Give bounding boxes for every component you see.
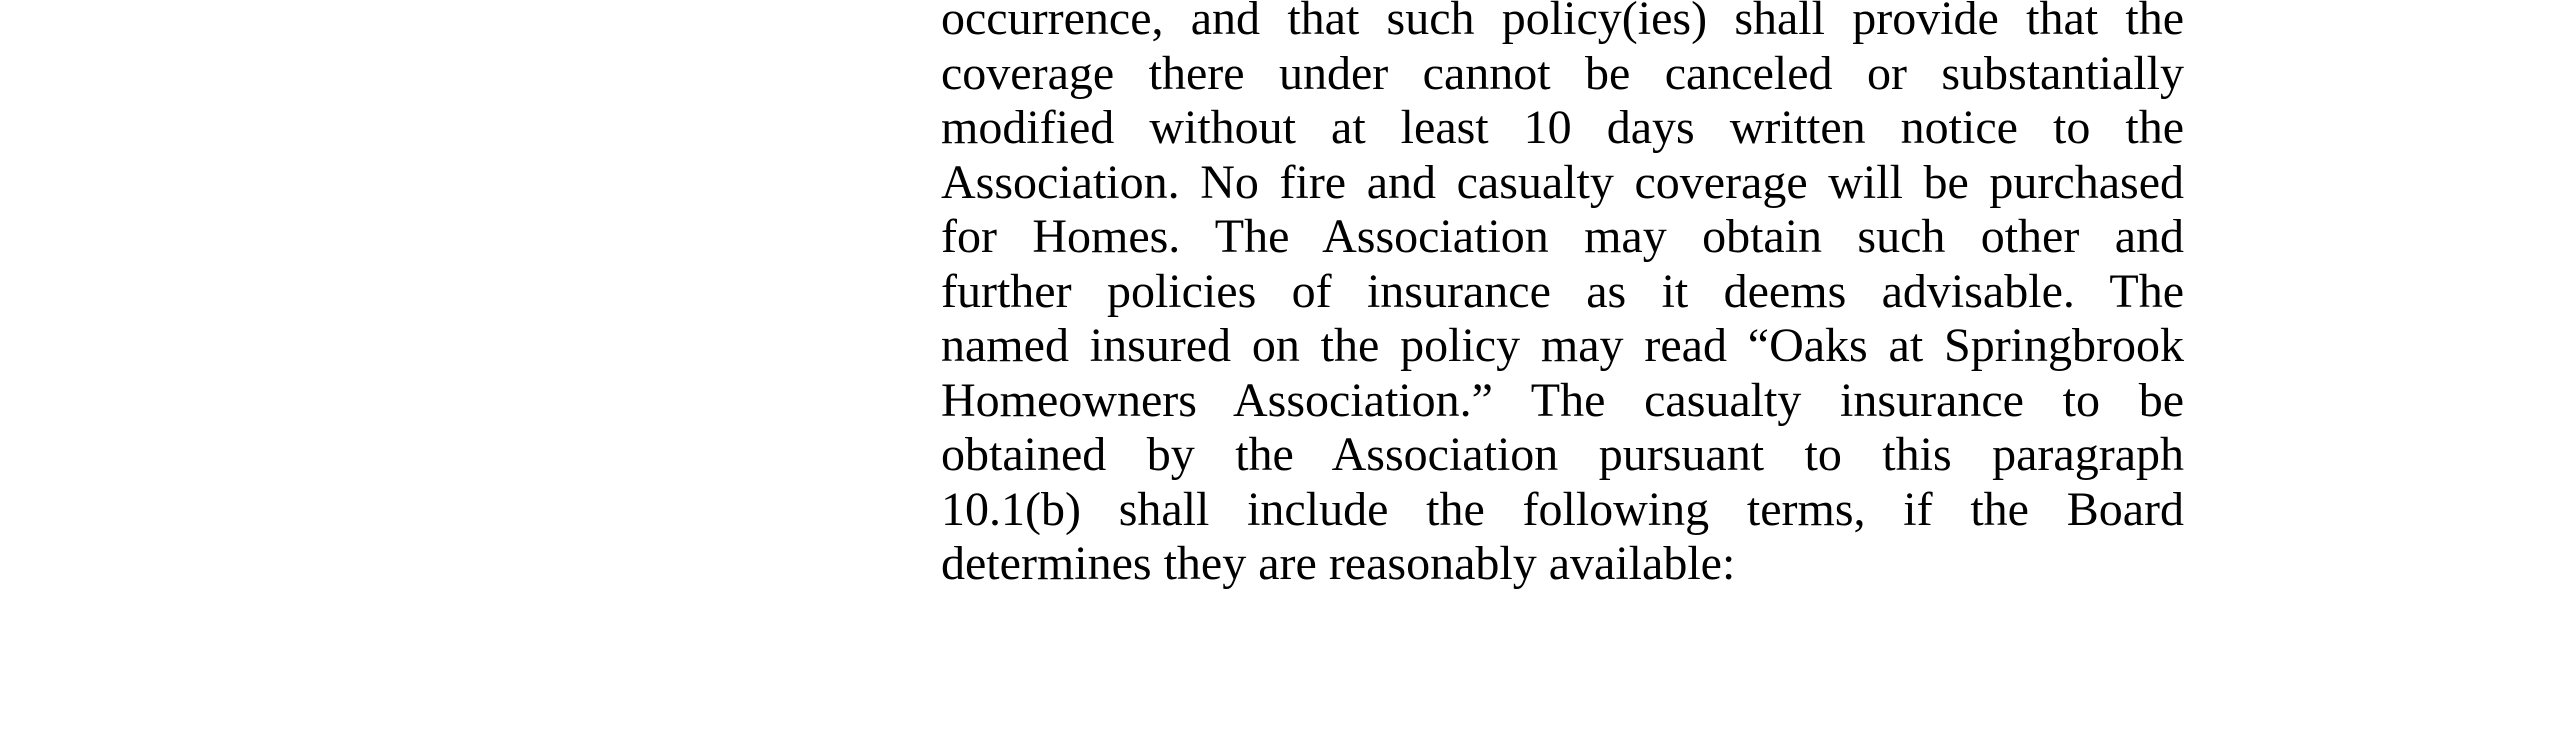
paragraph-line: Homeowners Association.” The casualty insurance to be bbox=[941, 373, 2184, 427]
insurance-paragraph bbox=[941, 0, 2184, 592]
paragraph-line: determines they are reasonably available: bbox=[941, 537, 1736, 590]
paragraph-line: for Homes. The Association may obtain such other and bbox=[941, 210, 2184, 263]
paragraph-line: Association. No fire and casualty coverage will be purchased bbox=[941, 155, 2184, 209]
paragraph-line: coverage there under cannot be canceled or substantially bbox=[941, 46, 2184, 100]
paragraph-line: modified without at least 10 days written notice to the bbox=[941, 101, 2184, 154]
paragraph-line: 10.1(b) shall include the following terms, if the Board bbox=[941, 482, 2184, 536]
paragraph-line: further policies of insurance as it deems advisable. The bbox=[941, 264, 2184, 318]
paragraph-line: obtained by the Association pursuant to this paragraph bbox=[941, 428, 2184, 481]
paragraph-line: named insured on the policy may read “Oaks at Springbrook bbox=[941, 319, 2184, 372]
paragraph-line: occurrence, and that such policy(ies) shall provide that the bbox=[941, 0, 2184, 45]
